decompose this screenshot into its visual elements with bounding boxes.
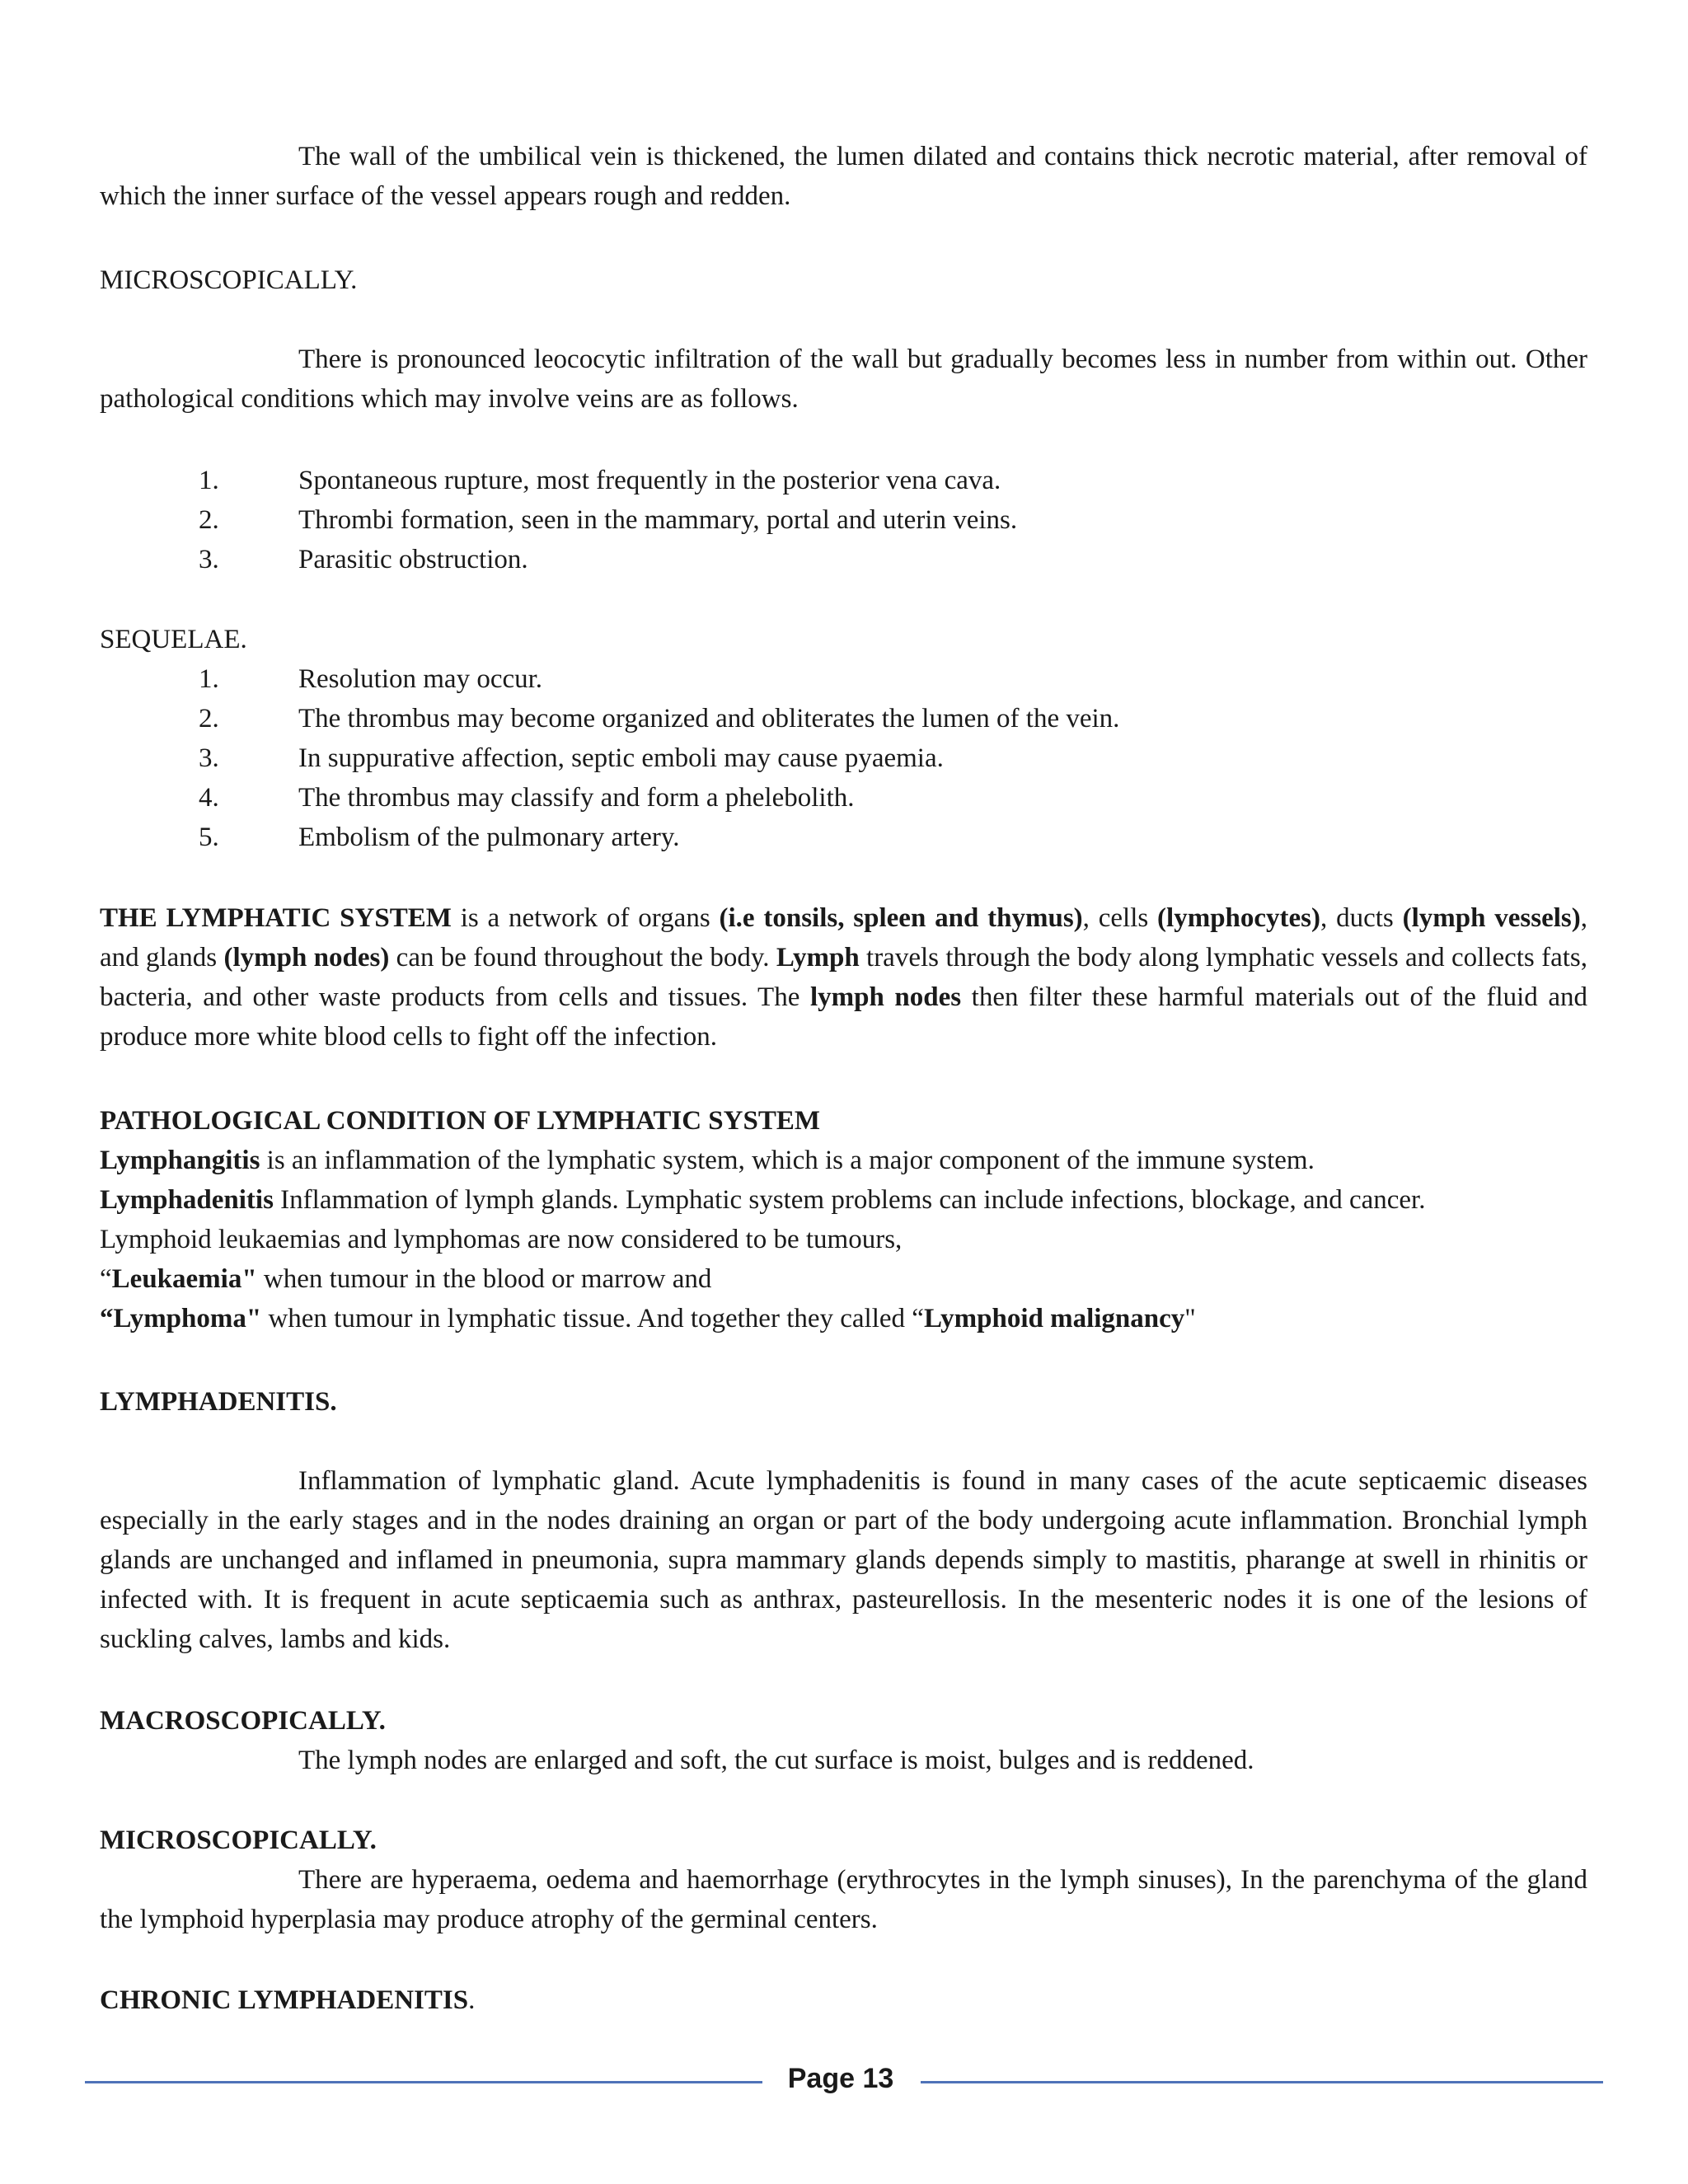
lymphadenitis-paragraph: Inflammation of lymphatic gland. Acute lymphadenitis is found in many cases of the acute septicaemic diseases especially in the early stages and in the nodes draining an organ or part of the body undergoing acute inflammation. Bronchial lymph glands are unchanged and inflamed in pneumonia, supra mammary glands depends simply to mastitis, pharange at swell in rhinitis or infected with. It is frequent in acute septicaemia such as anthrax, pasteurellosis. In the mesenteric nodes it is one of the lesions of suckling calves, lambs and kids. xyxy=(100,1466,1587,1654)
microscopically-heading-1: MICROSCOPICALLY. xyxy=(100,265,358,295)
pathological-heading: PATHOLOGICAL CONDITION OF LYMPHATIC SYSTEM xyxy=(100,1106,821,1136)
leukaemia-line: “Leukaemia" when tumour in the blood or marrow and xyxy=(100,1264,712,1294)
page-number: Page 13 xyxy=(787,2063,894,2094)
list-item: 3. Parasitic obstruction. xyxy=(199,545,528,574)
lymphoma-line: “Lymphoma" when tumour in lymphatic tissue. And together they called “Lymphoid malignancy" xyxy=(100,1304,1196,1333)
microscopically-paragraph-2: There are hyperaema, oedema and haemorrhage (erythrocytes in the lymph sinuses), In the parenchyma of the gland the lymphoid hyperplasia may produce atrophy of the germinal centers. xyxy=(100,1865,1587,1934)
footer-rule-left xyxy=(85,2081,762,2083)
list-item: 2. The thrombus may become organized and obliterates the lumen of the vein. xyxy=(199,704,1120,733)
microscopically-paragraph-1: There is pronounced leococytic infiltration of the wall but gradually becomes less in number from within out. Other pathological conditions which may involve veins are as follows. xyxy=(100,344,1587,414)
sequelae-heading: SEQUELAE. xyxy=(100,625,247,654)
list-item: 5. Embolism of the pulmonary artery. xyxy=(199,823,680,852)
footer-rule-right xyxy=(921,2081,1603,2083)
pathological-section xyxy=(100,1101,1587,1338)
lymphoid-line: Lymphoid leukaemias and lymphomas are now considered to be tumours, xyxy=(100,1225,903,1254)
sequelae-list xyxy=(100,659,1587,857)
list-item: 2. Thrombi formation, seen in the mammary, portal and uterin veins. xyxy=(199,505,1018,535)
list-item: 1. Resolution may occur. xyxy=(199,664,543,694)
vein-conditions-list xyxy=(100,461,1587,579)
macroscopically-heading: MACROSCOPICALLY. xyxy=(100,1706,386,1736)
lymphatic-system-paragraph: THE LYMPHATIC SYSTEM is a network of organs (i.e tonsils, spleen and thymus), cells (lymphocytes), ducts (lymph vessels), and glands (lymph nodes) can be found throughout the body. Lymph travels through the body along lymphatic vessels and collects fats, bacteria, and other waste products from cells and tissues. The lymph nodes then filter these harmful materials out of the fluid and produce more white blood cells to fight off the infection. xyxy=(100,903,1588,1052)
chronic-lymphadenitis-heading: CHRONIC LYMPHADENITIS. xyxy=(100,1985,476,2015)
intro-paragraph: The wall of the umbilical vein is thickened, the lumen dilated and contains thick necrotic material, after removal of which the inner surface of the vessel appears rough and redden. xyxy=(100,142,1587,211)
list-item: 1. Spontaneous rupture, most frequently in the posterior vena cava. xyxy=(199,466,1001,495)
lymphadenitis-line: Lymphadenitis Inflammation of lymph glands. Lymphatic system problems can include infections, blockage, and cancer. xyxy=(100,1185,1426,1215)
list-item: 4. The thrombus may classify and form a phelebolith. xyxy=(199,783,855,813)
lymphadenitis-heading: LYMPHADENITIS. xyxy=(100,1387,337,1417)
microscopically-heading-2: MICROSCOPICALLY. xyxy=(100,1825,377,1855)
list-item: 3. In suppurative affection, septic emboli may cause pyaemia. xyxy=(199,743,944,773)
macroscopically-paragraph: The lymph nodes are enlarged and soft, the cut surface is moist, bulges and is reddened. xyxy=(298,1746,1254,1775)
lymphangitis-line: Lymphangitis is an inflammation of the lymphatic system, which is a major component of the immune system. xyxy=(100,1146,1315,1175)
